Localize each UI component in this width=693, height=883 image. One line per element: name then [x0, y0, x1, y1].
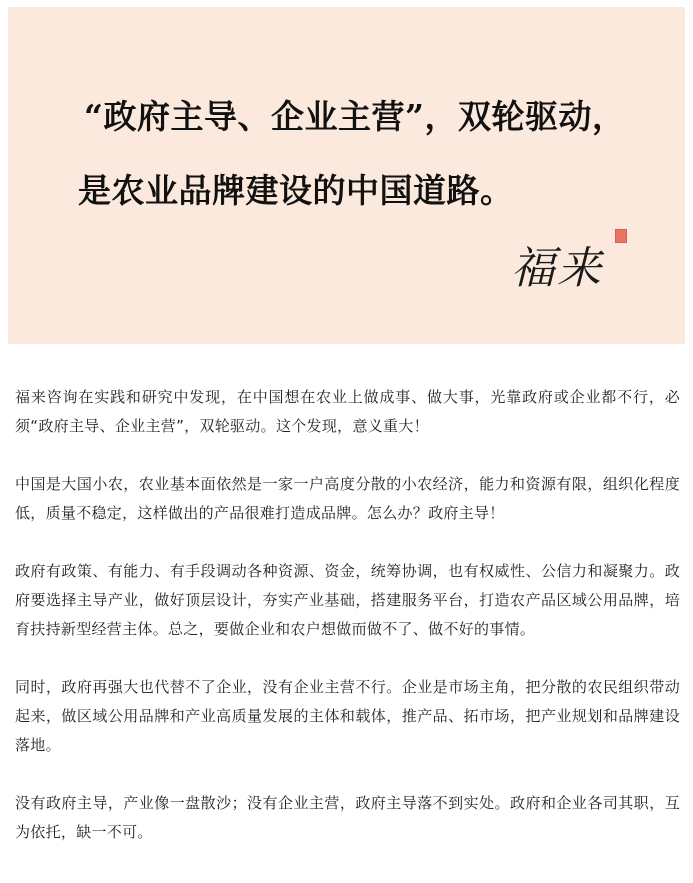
paragraph-3: 政府有政策、有能力、有手段调动各种资源、资金，统筹协调，也有权威性、公信力和凝聚力。政府要选择主导产业，做好顶层设计，夯实产业基础，搭建服务平台，打造农产品区域公用品牌，培育扶持新型经营主体。总之，要做企业和农户想做而做不了、做不好的事情。: [15, 562, 680, 638]
paragraph-1: 福来咨询在实践和研究中发现，在中国想在农业上做成事、做大事，光靠政府或企业都不行，必须“政府主导、企业主营”，双轮驱动。这个发现，意义重大！: [15, 388, 680, 435]
calligraphy-signature: [511, 232, 631, 302]
signature-text: 福来: [511, 243, 603, 294]
article-body: [15, 383, 680, 876]
paragraph-5: 没有政府主导，产业像一盘散沙；没有企业主营，政府主导落不到实处。政府和企业各司其职，互为依托，缺一不可。: [15, 794, 680, 841]
banner-quote-line-2: 是农业品牌建设的中国道路。: [78, 171, 514, 210]
paragraph-2: 中国是大国小农，农业基本面依然是一家一户高度分散的小农经济，能力和资源有限，组织化程度低，质量不稳定，这样做出的产品很难打造成品牌。怎么办？政府主导！: [15, 475, 680, 522]
paragraph-4: 同时，政府再强大也代替不了企业，没有企业主营不行。企业是市场主角，把分散的农民组织带动起来，做区域公用品牌和产业高质量发展的主体和载体，推产品、拓市场，把产业规划和品牌建设落地。: [15, 678, 680, 754]
quote-banner: [8, 7, 685, 344]
banner-quote-line-1: “政府主导、企业主营”，双轮驱动，: [84, 97, 626, 136]
red-seal-stamp: [615, 229, 627, 243]
